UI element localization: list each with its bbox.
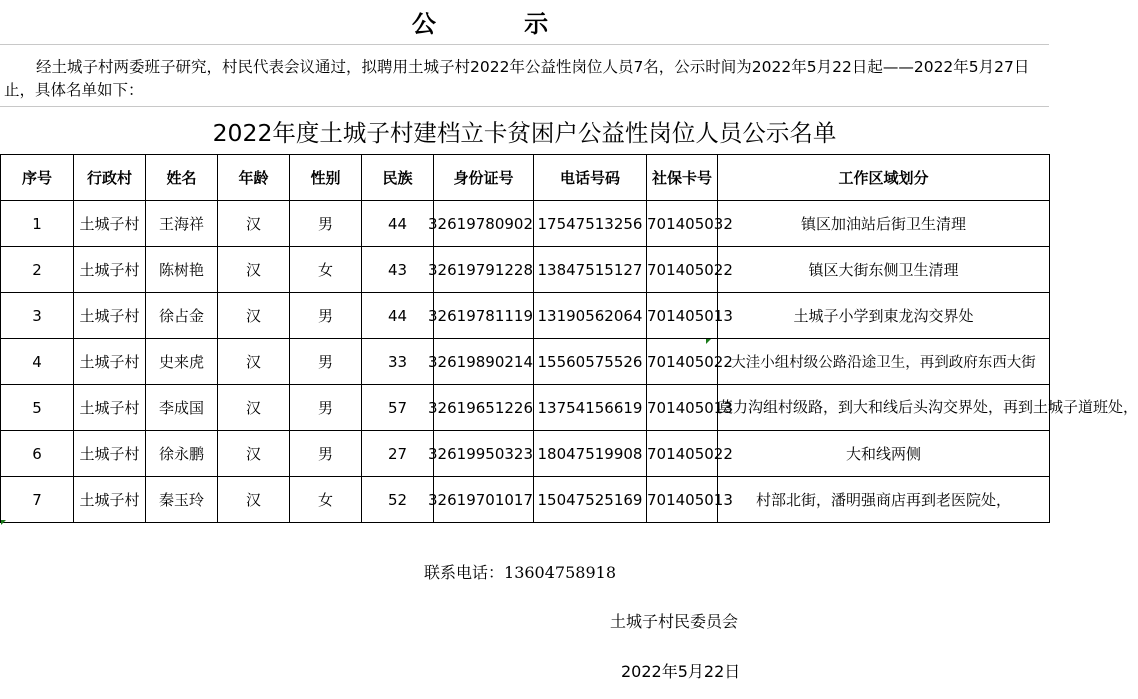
cell-ethnic[interactable]: 44 [362,293,434,339]
cell-age[interactable]: 汉 [218,201,290,247]
cell-age[interactable]: 汉 [218,339,290,385]
cell-card[interactable]: 701405013 [647,385,718,431]
cell-area[interactable]: 镇区大街东侧卫生清理 [718,247,1050,293]
table-header-row [1,155,1050,201]
cell-no[interactable]: 4 [1,339,74,385]
cell-village[interactable]: 土城子村 [74,431,146,477]
table-row [1,431,1050,477]
header-area[interactable]: 工作区域划分 [718,155,1050,201]
cell-name[interactable]: 李成国 [146,385,218,431]
header-sex[interactable]: 性别 [290,155,362,201]
cell-id[interactable]: 32619780902 [434,201,534,247]
cell-area[interactable]: 村部北街，潘明强商店再到老医院处， [718,477,1050,523]
cell-phone[interactable]: 13847515127 [534,247,647,293]
cell-sex[interactable]: 女 [290,477,362,523]
header-age[interactable]: 年龄 [218,155,290,201]
notice-body: 经土城子村两委班子研究，村民代表会议通过，拟聘用土城子村2022年公益性岗位人员7名，公示时间为2022年5月22日起——2022年5月27日止，具体名单如下： [4,58,1030,99]
header-name[interactable]: 姓名 [146,155,218,201]
cell-phone[interactable]: 18047519908 [534,431,647,477]
cell-card[interactable]: 701405032 [647,201,718,247]
cell-id[interactable]: 32619701017 [434,477,534,523]
cell-id[interactable]: 32619890214 [434,339,534,385]
table-row [1,385,1050,431]
cell-card[interactable]: 701405022 [647,431,718,477]
cell-comment-marker [706,339,711,344]
cell-no[interactable]: 5 [1,385,74,431]
notice-date: 2022年5月22日 [621,662,741,681]
table-row [1,293,1050,339]
cell-name[interactable]: 史来虎 [146,339,218,385]
cell-name[interactable]: 秦玉玲 [146,477,218,523]
row-divider [0,44,1049,45]
cell-no[interactable]: 7 [1,477,74,523]
cell-village[interactable]: 土城子村 [74,247,146,293]
header-village[interactable]: 行政村 [74,155,146,201]
header-id[interactable]: 身份证号 [434,155,534,201]
cell-village[interactable]: 土城子村 [74,293,146,339]
cell-phone[interactable]: 15560575526 [534,339,647,385]
cell-card[interactable]: 701405022 [647,339,718,385]
header-phone[interactable]: 电话号码 [534,155,647,201]
cell-no[interactable]: 3 [1,293,74,339]
table-row [1,477,1050,523]
roster-table [0,154,1138,523]
cell-age[interactable]: 汉 [218,293,290,339]
cell-name[interactable]: 王海祥 [146,201,218,247]
cell-ethnic[interactable]: 44 [362,201,434,247]
cell-phone[interactable]: 13190562064 [534,293,647,339]
cell-ethnic[interactable]: 33 [362,339,434,385]
cell-age[interactable]: 汉 [218,385,290,431]
cell-name[interactable]: 陈树艳 [146,247,218,293]
cell-ethnic[interactable]: 43 [362,247,434,293]
cell-ethnic[interactable]: 27 [362,431,434,477]
cell-id[interactable]: 32619781119 [434,293,534,339]
cell-no[interactable]: 6 [1,431,74,477]
cell-phone[interactable]: 13754156619 [534,385,647,431]
cell-age[interactable]: 汉 [218,431,290,477]
cell-card[interactable]: 701405022 [647,247,718,293]
cell-sex[interactable]: 男 [290,339,362,385]
table-row [1,339,1050,385]
cell-sex[interactable]: 女 [290,247,362,293]
contact-label: 联系电话： [424,563,505,582]
header-card[interactable]: 社保卡号 [647,155,718,201]
cell-village[interactable]: 土城子村 [74,201,146,247]
cell-age[interactable]: 汉 [218,477,290,523]
cell-area[interactable]: 大和线两侧 [718,431,1050,477]
cell-area[interactable]: 大洼小组村级公路沿途卫生，再到政府东西大街 [718,339,1050,385]
cell-phone[interactable]: 15047525169 [534,477,647,523]
cell-area[interactable]: 土城子小学到東龙沟交界处 [718,293,1050,339]
contact-phone: 13604758918 [504,563,616,582]
cell-ethnic[interactable]: 52 [362,477,434,523]
cell-card[interactable]: 701405013 [647,477,718,523]
row-divider [0,106,1049,107]
cell-card[interactable]: 701405013 [647,293,718,339]
cell-village[interactable]: 土城子村 [74,339,146,385]
cell-sex[interactable]: 男 [290,431,362,477]
cell-no[interactable]: 1 [1,201,74,247]
table-row [1,247,1050,293]
cell-ethnic[interactable]: 57 [362,385,434,431]
table-row [1,201,1050,247]
cell-sex[interactable]: 男 [290,385,362,431]
cell-sex[interactable]: 男 [290,293,362,339]
cell-area[interactable]: 镇区加油站后街卫生清理 [718,201,1050,247]
cell-phone[interactable]: 17547513256 [534,201,647,247]
contact-line [424,560,616,583]
header-ethnic[interactable]: 民族 [362,155,434,201]
cell-village[interactable]: 土城子村 [74,477,146,523]
table-title: 2022年度土城子村建档立卡贫困户公益性岗位人员公示名单 [212,119,837,147]
cell-age[interactable]: 汉 [218,247,290,293]
cell-no[interactable]: 2 [1,247,74,293]
committee-signature: 土城子村民委员会 [610,612,739,631]
cell-village[interactable]: 土城子村 [74,385,146,431]
cell-id[interactable]: 32619651226 [434,385,534,431]
cell-name[interactable]: 徐永鹏 [146,431,218,477]
header-no[interactable]: 序号 [1,155,74,201]
cell-name[interactable]: 徐占金 [146,293,218,339]
cell-id[interactable]: 32619791228 [434,247,534,293]
notice-title: 公 示 [411,10,589,38]
cell-sex[interactable]: 男 [290,201,362,247]
cell-comment-marker [1,520,6,525]
cell-area[interactable]: 莫力沟组村级路，到大和线后头沟交界处，再到土城子道班处， [718,385,1050,431]
cell-id[interactable]: 32619950323 [434,431,534,477]
